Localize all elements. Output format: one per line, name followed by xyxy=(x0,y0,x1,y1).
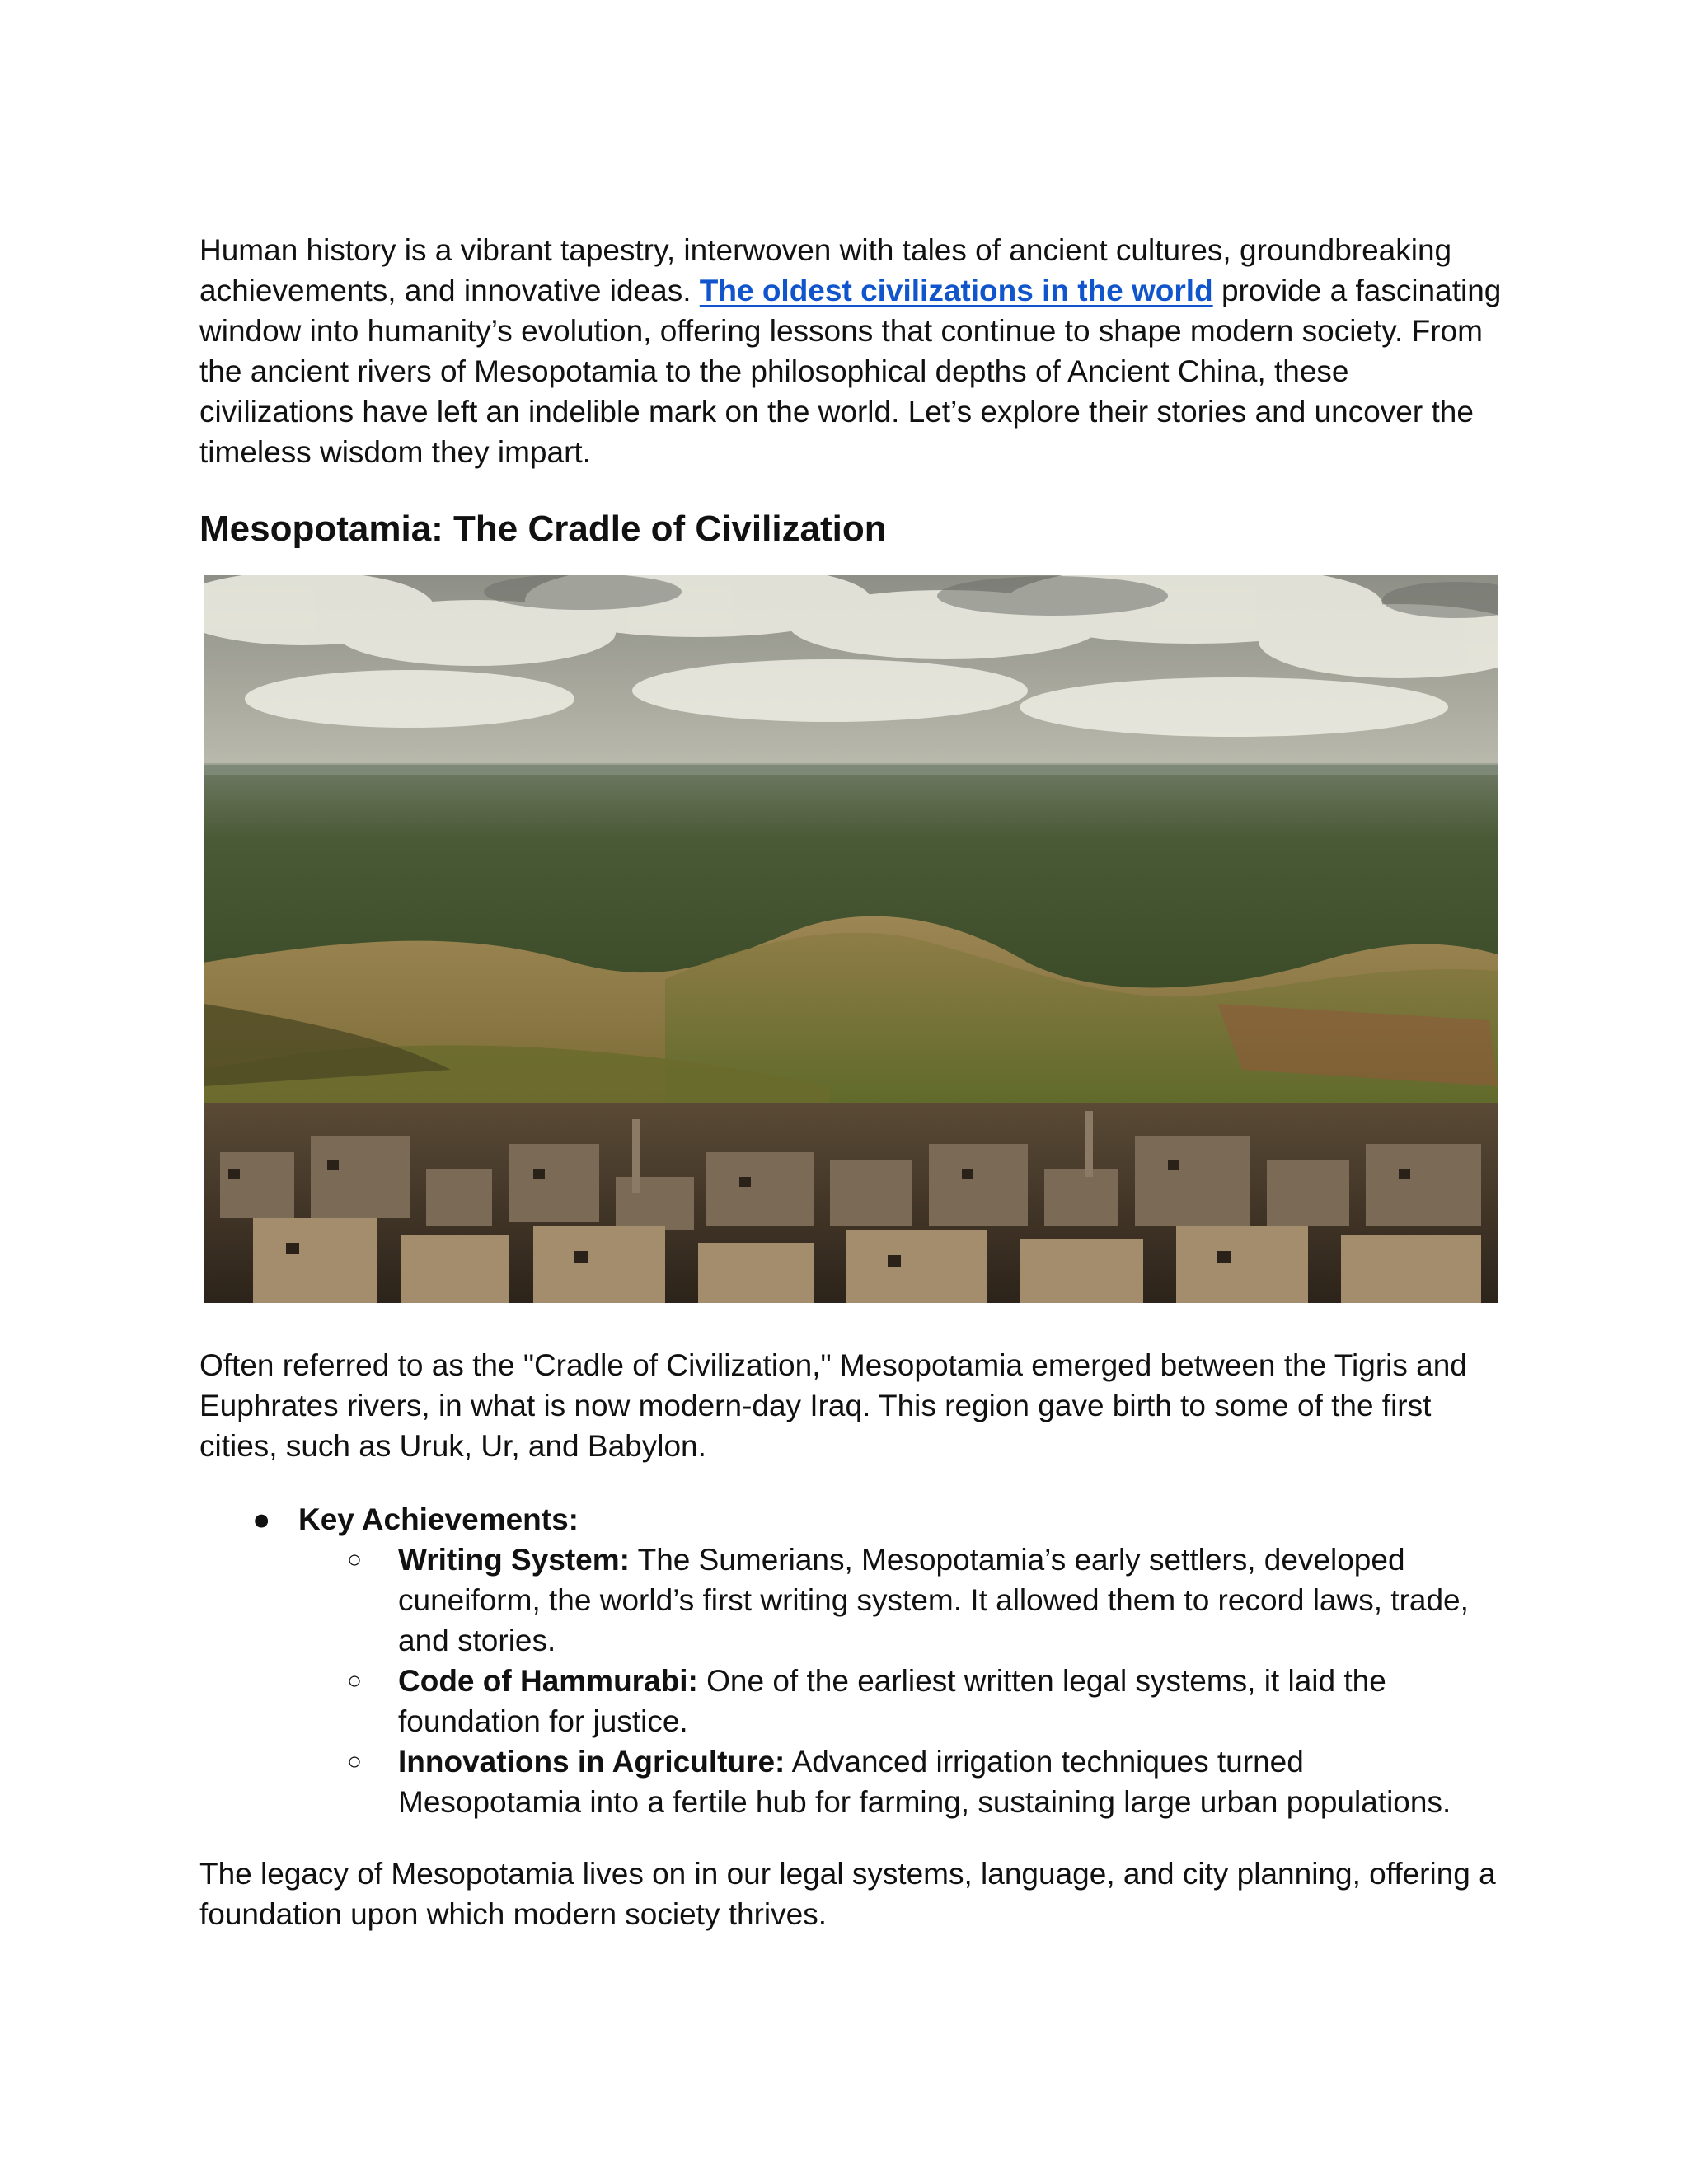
circle-bullet-icon: ○ xyxy=(347,1748,363,1775)
achievement-code-of-hammurabi xyxy=(347,1661,1494,1741)
achievement-label: Innovations in Agriculture: xyxy=(398,1745,785,1779)
achievements-list xyxy=(347,1540,1494,1822)
intro-paragraph xyxy=(199,230,1503,472)
intro-text-end: provide a fascinating window into humanity’s evolution, offering lessons that continue to shape modern society. From the ancient rivers of Mesopotamia to the philosophical depths of Ancient China, these civilizations have left an indelible mark on the world. Let’s explore their stories and uncover the timeless wisdom they impart. xyxy=(199,274,1502,469)
achievement-text: The Sumerians, Mesopotamia’s early settlers, developed cuneiform, the world’s first writing system. It allowed them to record laws, trade, and stories. xyxy=(398,1543,1469,1657)
section-heading: Mesopotamia: The Cradle of Civilization xyxy=(199,509,887,549)
closing-paragraph: The legacy of Mesopotamia lives on in our legal systems, language, and city planning, offering a foundation upon which modern society thrives. xyxy=(199,1857,1496,1931)
achievement-text: Advanced irrigation techniques turned Mesopotamia into a fertile hub for farming, sustaining large urban populations. xyxy=(398,1745,1451,1819)
oldest-civilizations-link[interactable]: The oldest civilizations in the world xyxy=(699,274,1213,307)
achievement-writing-system xyxy=(347,1540,1494,1661)
achievement-agriculture xyxy=(347,1741,1494,1822)
circle-bullet-icon: ○ xyxy=(347,1667,363,1694)
intro-text-start: Human history is a vibrant tapestry, interwoven with tales of ancient cultures, groundbreaking achievements, and innovative ideas. xyxy=(199,233,1452,307)
mesopotamia-intro-paragraph: Often referred to as the "Cradle of Civilization," Mesopotamia emerged between the Tigris and Euphrates rivers, in what is now modern-day Iraq. This region gave birth to some of the first cities, such as Uruk, Ur, and Babylon. xyxy=(199,1348,1467,1463)
circle-bullet-icon: ○ xyxy=(347,1546,363,1573)
achievement-label: Writing System: xyxy=(398,1543,630,1577)
key-achievements-item xyxy=(252,1499,579,1540)
mesopotamia-landscape-photo xyxy=(204,575,1498,1303)
achievement-text: One of the earliest written legal systems, it laid the foundation for justice. xyxy=(398,1664,1386,1738)
achievement-label: Code of Hammurabi: xyxy=(398,1664,698,1698)
key-achievements-title: Key Achievements: xyxy=(298,1502,579,1536)
bullet-icon: ● xyxy=(252,1502,271,1536)
